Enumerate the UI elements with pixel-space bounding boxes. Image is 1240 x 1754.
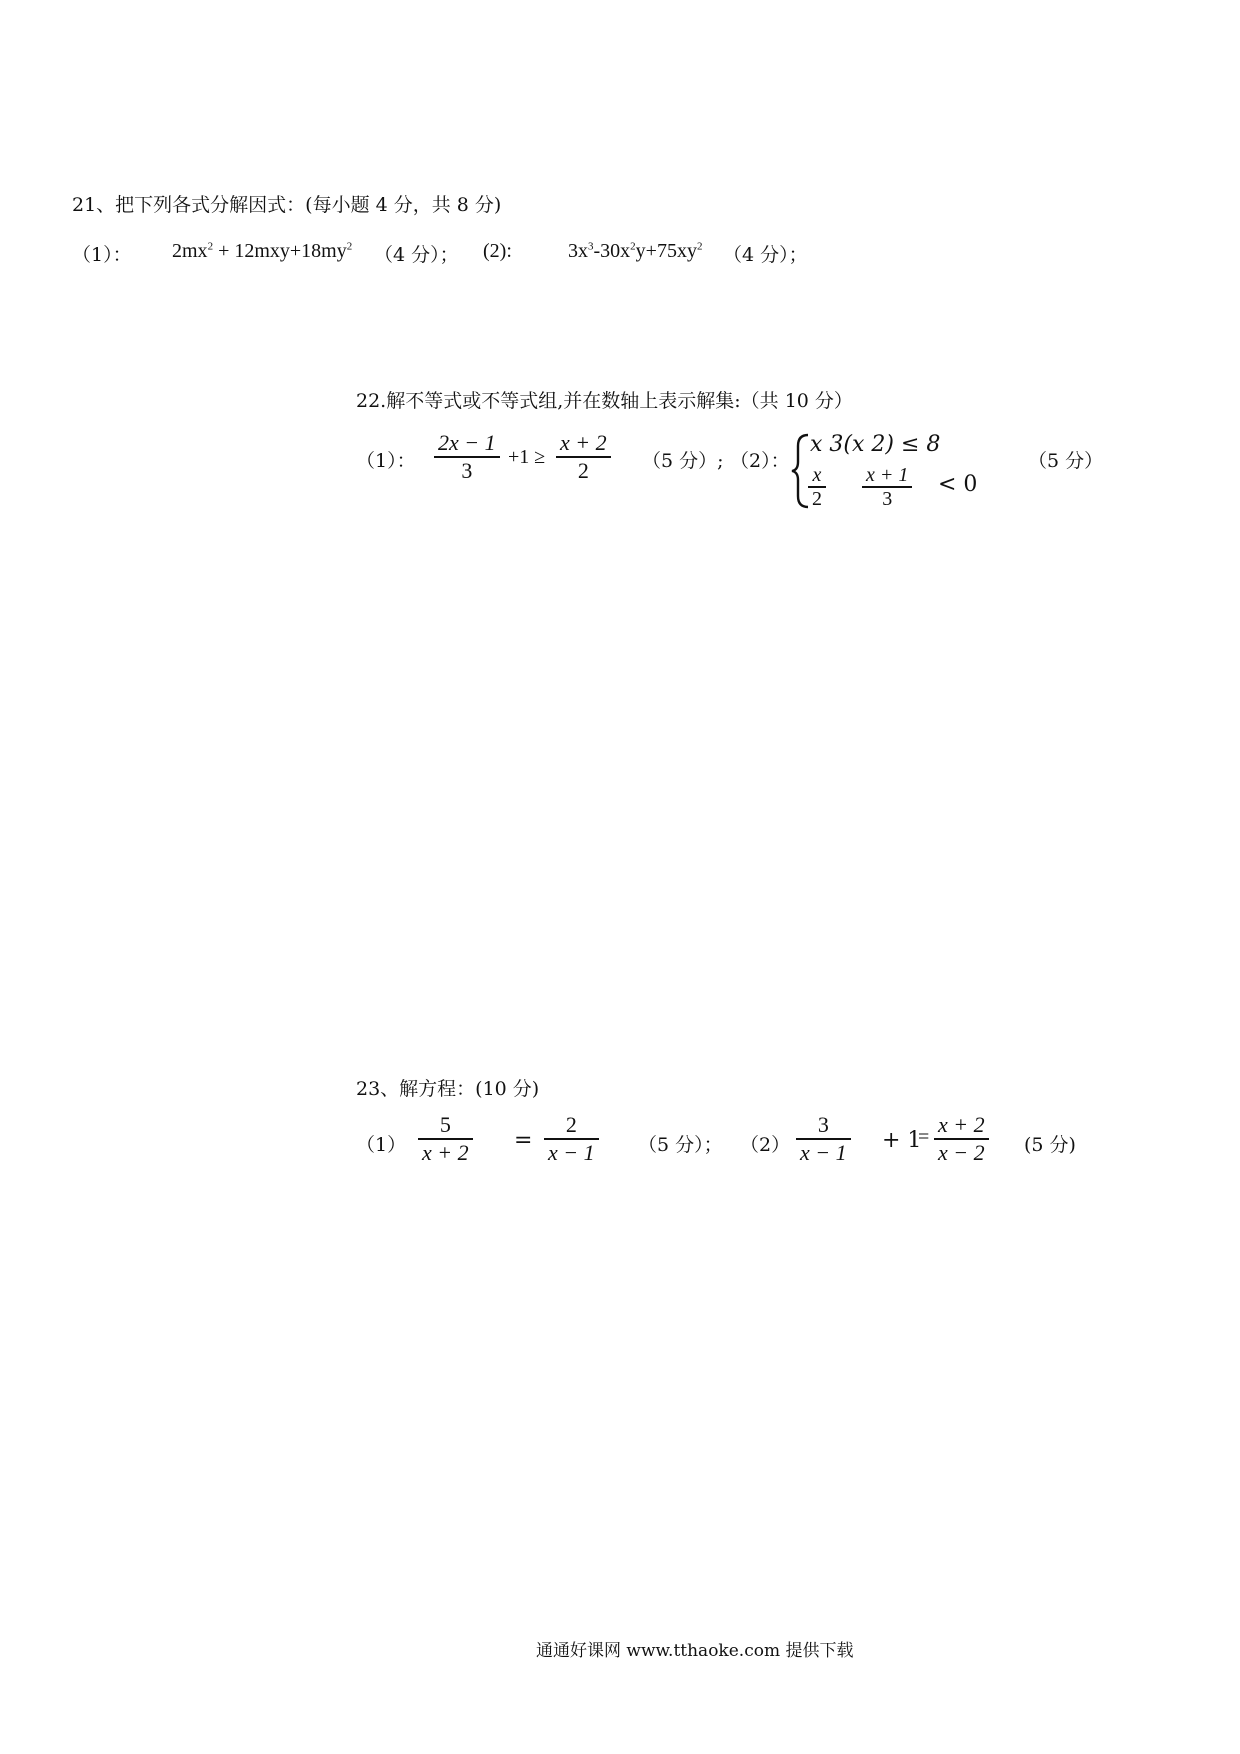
q22-fraction-right: x + 2 2 <box>556 430 611 484</box>
q21-part1-expression: $2mx^2 + 12mxy+18my^2$ <box>172 240 353 262</box>
q23-fraction-2-over-x-minus-1: 2 x − 1 <box>544 1112 599 1166</box>
q23-part2-label: （2） <box>740 1134 791 1156</box>
q23-part2-score: (5 分) <box>1024 1134 1076 1156</box>
question-22-title: 22.解不等式或不等式组,并在数轴上表示解集:（共 10 分） <box>356 390 853 412</box>
system-less-than-zero: < 0 <box>938 472 978 497</box>
system-fraction-x-plus-1-over-3: x + 1 3 <box>862 464 912 510</box>
q23-equals: = <box>514 1128 533 1153</box>
q21-part1-label: （1）： <box>72 244 132 266</box>
q23-plus-one: + 1 <box>882 1128 922 1153</box>
question-23-title: 23、解方程：(10 分) <box>356 1078 540 1100</box>
system-fraction-x-over-2: x 2 <box>808 464 826 510</box>
q23-part1-label: （1） <box>356 1134 407 1156</box>
q23-part1-score: （5 分）； <box>638 1134 723 1156</box>
q21-part2-expression: $3x^3-30x^2y+75xy^2$ <box>568 240 703 262</box>
system-line-1: x 3(x 2) ≤ 8 <box>810 432 941 457</box>
q22-plus-one-geq: +1 ≥ <box>508 446 546 468</box>
q22-part2-score: （5 分） <box>1028 450 1104 472</box>
q22-part1-score: （5 分）; <box>642 450 724 472</box>
q22-part1-label: （1）： <box>356 450 416 472</box>
q21-part2-score: （4 分）； <box>723 244 808 266</box>
q21-part1-score: （4 分）； <box>374 244 459 266</box>
footer-source: 通通好课网 www.tthaoke.com 提供下载 <box>536 1641 854 1661</box>
q21-part2-label: (2): <box>483 240 512 262</box>
q23-fraction-x-plus-2-over-x-minus-2: x + 2 x − 2 <box>934 1112 989 1166</box>
q23-fraction-5-over-x-plus-2: 5 x + 2 <box>418 1112 473 1166</box>
question-21-title: 21、把下列各式分解因式：(每小题 4 分，共 8 分) <box>72 194 502 216</box>
q23-equals-2: = <box>918 1126 930 1148</box>
q22-fraction-left: 2x − 1 3 <box>434 430 500 484</box>
q22-part2-label: （2）： <box>730 450 790 472</box>
q23-fraction-3-over-x-minus-1: 3 x − 1 <box>796 1112 851 1166</box>
